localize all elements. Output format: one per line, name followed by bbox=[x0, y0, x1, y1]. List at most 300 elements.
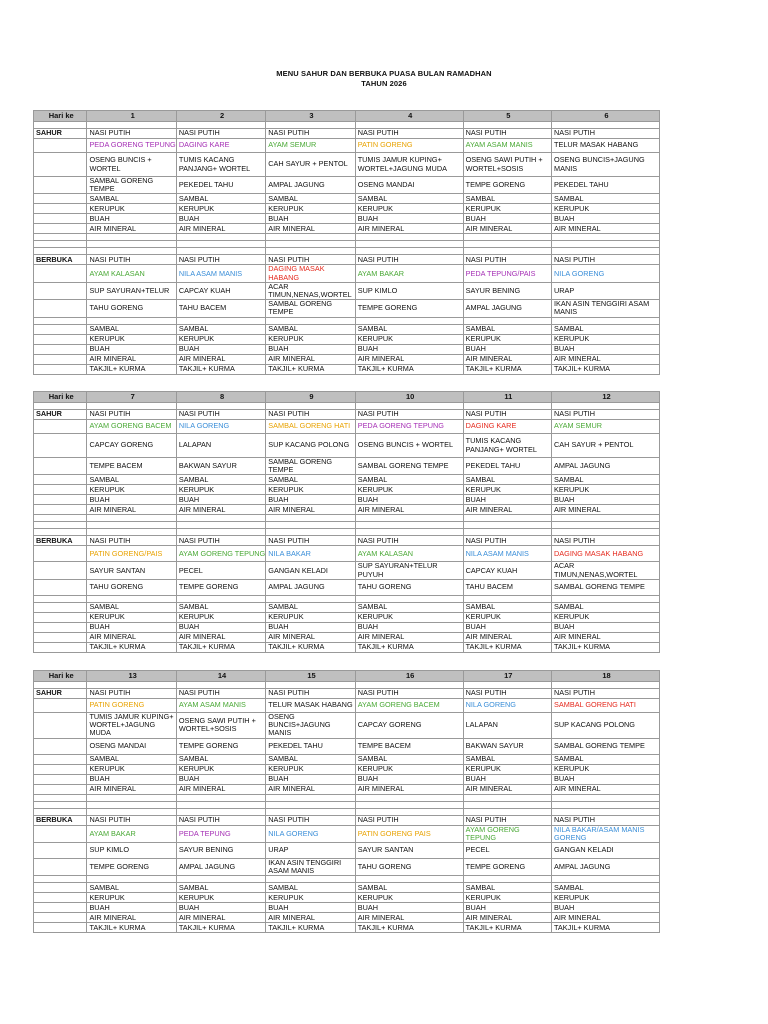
menu-item: OSENG BUNCIS+JAGUNG MANIS bbox=[552, 153, 660, 177]
menu-item: AIR MINERAL bbox=[552, 632, 660, 642]
menu-item: KERUPUK bbox=[355, 485, 463, 495]
menu-item: NASI PUTIH bbox=[87, 255, 176, 265]
spacer-row bbox=[34, 682, 660, 689]
menu-item: TAKJIL+ KURMA bbox=[552, 364, 660, 374]
menu-item: AIR MINERAL bbox=[176, 913, 265, 923]
sahur-row bbox=[34, 194, 660, 204]
day-number: 17 bbox=[463, 671, 551, 682]
empty-cell bbox=[266, 794, 355, 801]
menu-item: SAMBAL bbox=[463, 754, 551, 764]
sahur-row bbox=[34, 485, 660, 495]
menu-item: TEMPE BACEM bbox=[87, 458, 176, 475]
day-number: 15 bbox=[266, 671, 355, 682]
empty-cell bbox=[34, 265, 87, 282]
empty-cell bbox=[34, 579, 87, 595]
empty-cell bbox=[266, 808, 355, 815]
menu-item: KERUPUK bbox=[463, 764, 551, 774]
menu-item: BUAH bbox=[176, 344, 265, 354]
berbuka-row bbox=[34, 324, 660, 334]
menu-item: AYAM BAKAR bbox=[87, 825, 176, 842]
menu-item: KERUPUK bbox=[266, 893, 355, 903]
empty-cell bbox=[34, 317, 87, 324]
menu-item: NASI PUTIH bbox=[266, 129, 355, 139]
menu-item: TAKJIL+ KURMA bbox=[87, 642, 176, 652]
empty-cell bbox=[463, 234, 551, 241]
sahur-row bbox=[34, 204, 660, 214]
menu-item: SAMBAL bbox=[463, 194, 551, 204]
menu-item: PEDA GORENG TEPUNG bbox=[87, 139, 176, 153]
menu-item: TAKJIL+ KURMA bbox=[552, 642, 660, 652]
empty-cell bbox=[34, 893, 87, 903]
berbuka-row bbox=[34, 364, 660, 374]
berbuka-row bbox=[34, 859, 660, 876]
menu-item: SAMBAL bbox=[266, 602, 355, 612]
empty-cell bbox=[552, 317, 660, 324]
spacer-row bbox=[34, 317, 660, 324]
empty-cell bbox=[34, 825, 87, 842]
spacer-row bbox=[34, 241, 660, 248]
berbuka-row bbox=[34, 265, 660, 282]
empty-cell bbox=[552, 522, 660, 529]
spacer-row bbox=[34, 529, 660, 536]
menu-item: NASI PUTIH bbox=[552, 410, 660, 420]
menu-item: KERUPUK bbox=[266, 334, 355, 344]
sahur-row bbox=[34, 129, 660, 139]
berbuka-label: BERBUKA bbox=[34, 255, 87, 265]
menu-item: AYAM GORENG BACEM bbox=[87, 420, 176, 434]
empty-cell bbox=[463, 794, 551, 801]
menu-item: AIR MINERAL bbox=[355, 632, 463, 642]
empty-cell bbox=[176, 808, 265, 815]
menu-item: BUAH bbox=[355, 622, 463, 632]
empty-cell bbox=[463, 595, 551, 602]
menu-item: TAKJIL+ KURMA bbox=[463, 364, 551, 374]
empty-cell bbox=[34, 859, 87, 876]
menu-item: NILA BAKAR/ASAM MANIS GORENG bbox=[552, 825, 660, 842]
menu-item: AIR MINERAL bbox=[87, 505, 176, 515]
berbuka-label: BERBUKA bbox=[34, 536, 87, 546]
sahur-row bbox=[34, 475, 660, 485]
menu-item: NILA ASAM MANIS bbox=[176, 265, 265, 282]
empty-cell bbox=[34, 876, 87, 883]
berbuka-row bbox=[34, 893, 660, 903]
empty-cell bbox=[34, 562, 87, 579]
document-title: MENU SAHUR DAN BERBUKA PUASA BULAN RAMADHAN bbox=[276, 69, 492, 78]
empty-cell bbox=[34, 522, 87, 529]
menu-item: NASI PUTIH bbox=[87, 536, 176, 546]
menu-item: LALAPAN bbox=[176, 434, 265, 458]
menu-item: NASI PUTIH bbox=[355, 410, 463, 420]
berbuka-row bbox=[34, 913, 660, 923]
menu-item: SAMBAL GORENG TEMPE bbox=[355, 458, 463, 475]
menu-item: NASI PUTIH bbox=[463, 689, 551, 699]
menu-item: NASI PUTIH bbox=[176, 410, 265, 420]
berbuka-row bbox=[34, 883, 660, 893]
menu-item: CAPCAY KUAH bbox=[176, 282, 265, 299]
empty-cell bbox=[552, 248, 660, 255]
menu-item: BUAH bbox=[266, 495, 355, 505]
menu-item: SAMBAL bbox=[87, 475, 176, 485]
empty-cell bbox=[34, 403, 87, 410]
menu-item: AYAM GORENG BACEM bbox=[355, 699, 463, 713]
menu-item: AIR MINERAL bbox=[266, 505, 355, 515]
empty-cell bbox=[266, 403, 355, 410]
empty-cell bbox=[34, 194, 87, 204]
menu-item: SUP SAYURAN+TELUR bbox=[87, 282, 176, 299]
empty-cell bbox=[176, 234, 265, 241]
day-number: 16 bbox=[355, 671, 463, 682]
menu-item: BUAH bbox=[355, 214, 463, 224]
berbuka-row bbox=[34, 536, 660, 546]
day-number: 12 bbox=[552, 392, 660, 403]
menu-item: KERUPUK bbox=[355, 893, 463, 903]
menu-item: AMPAL JAGUNG bbox=[266, 579, 355, 595]
menu-item: KERUPUK bbox=[176, 334, 265, 344]
empty-cell bbox=[87, 794, 176, 801]
menu-item: CAPCAY KUAH bbox=[463, 562, 551, 579]
document-subtitle: TAHUN 2026 bbox=[361, 79, 407, 88]
empty-cell bbox=[463, 122, 551, 129]
menu-item: AIR MINERAL bbox=[176, 784, 265, 794]
menu-item: BUAH bbox=[176, 903, 265, 913]
menu-item: AYAM ASAM MANIS bbox=[463, 139, 551, 153]
empty-cell bbox=[34, 458, 87, 475]
empty-cell bbox=[463, 241, 551, 248]
menu-item: SAMBAL bbox=[176, 754, 265, 764]
menu-item: NASI PUTIH bbox=[176, 536, 265, 546]
spacer-row bbox=[34, 808, 660, 815]
menu-item: BUAH bbox=[552, 344, 660, 354]
day-header-row bbox=[34, 111, 660, 122]
empty-cell bbox=[87, 234, 176, 241]
empty-cell bbox=[34, 883, 87, 893]
empty-cell bbox=[355, 876, 463, 883]
menu-item: BUAH bbox=[355, 903, 463, 913]
empty-cell bbox=[552, 808, 660, 815]
menu-item: TUMIS KACANG PANJANG+ WORTEL bbox=[463, 434, 551, 458]
menu-item: SAMBAL GORENG TEMPE bbox=[87, 177, 176, 194]
menu-item: AIR MINERAL bbox=[176, 224, 265, 234]
menu-item: KERUPUK bbox=[355, 612, 463, 622]
menu-item: NASI PUTIH bbox=[463, 815, 551, 825]
menu-item: SAMBAL bbox=[266, 475, 355, 485]
menu-item: KERUPUK bbox=[176, 764, 265, 774]
berbuka-row bbox=[34, 622, 660, 632]
empty-cell bbox=[87, 595, 176, 602]
menu-item: TAKJIL+ KURMA bbox=[355, 364, 463, 374]
spacer-row bbox=[34, 403, 660, 410]
menu-item: NASI PUTIH bbox=[463, 536, 551, 546]
menu-item: SAMBAL bbox=[552, 324, 660, 334]
menu-item: PATIN GORENG PAIS bbox=[355, 825, 463, 842]
empty-cell bbox=[266, 234, 355, 241]
sahur-row bbox=[34, 774, 660, 784]
berbuka-row bbox=[34, 642, 660, 652]
menu-table-block-1 bbox=[33, 110, 660, 375]
menu-item: AMPAL JAGUNG bbox=[552, 458, 660, 475]
menu-item: NASI PUTIH bbox=[552, 129, 660, 139]
menu-item: NILA ASAM MANIS bbox=[463, 546, 551, 562]
berbuka-row bbox=[34, 255, 660, 265]
header-label: Hari ke bbox=[34, 392, 87, 403]
menu-item: AIR MINERAL bbox=[176, 505, 265, 515]
menu-item: NASI PUTIH bbox=[87, 129, 176, 139]
menu-item: NASI PUTIH bbox=[355, 129, 463, 139]
menu-item: OSENG BUNCIS+JAGUNG MANIS bbox=[266, 713, 355, 739]
menu-item: SAMBAL bbox=[552, 754, 660, 764]
menu-item: BUAH bbox=[463, 214, 551, 224]
berbuka-row bbox=[34, 579, 660, 595]
day-number: 7 bbox=[87, 392, 176, 403]
empty-cell bbox=[176, 248, 265, 255]
berbuka-row bbox=[34, 612, 660, 622]
menu-item: SAMBAL bbox=[266, 324, 355, 334]
menu-item: TELUR MASAK HABANG bbox=[266, 699, 355, 713]
menu-item: CAPCAY GORENG bbox=[355, 713, 463, 739]
berbuka-row bbox=[34, 300, 660, 317]
menu-item: KERUPUK bbox=[355, 334, 463, 344]
empty-cell bbox=[87, 529, 176, 536]
menu-item: BAKWAN SAYUR bbox=[463, 738, 551, 754]
menu-table-block-2 bbox=[33, 391, 660, 653]
menu-item: BUAH bbox=[463, 495, 551, 505]
menu-item: SAMBAL bbox=[87, 602, 176, 612]
empty-cell bbox=[176, 522, 265, 529]
menu-item: NASI PUTIH bbox=[463, 410, 551, 420]
menu-item: BUAH bbox=[463, 622, 551, 632]
menu-item: TUMIS JAMUR KUPING+ WORTEL+JAGUNG MUDA bbox=[87, 713, 176, 739]
menu-item: AYAM ASAM MANIS bbox=[176, 699, 265, 713]
menu-item: TAKJIL+ KURMA bbox=[266, 642, 355, 652]
empty-cell bbox=[34, 153, 87, 177]
menu-item: AIR MINERAL bbox=[176, 632, 265, 642]
empty-cell bbox=[552, 515, 660, 522]
menu-item: BUAH bbox=[552, 774, 660, 784]
berbuka-row bbox=[34, 602, 660, 612]
empty-cell bbox=[34, 699, 87, 713]
menu-item: BUAH bbox=[266, 344, 355, 354]
spacer-row bbox=[34, 876, 660, 883]
menu-item: TAHU GORENG bbox=[87, 300, 176, 317]
menu-item: DAGING KARE bbox=[463, 420, 551, 434]
menu-item: BUAH bbox=[176, 495, 265, 505]
menu-item: AIR MINERAL bbox=[87, 354, 176, 364]
menu-item: BUAH bbox=[87, 774, 176, 784]
menu-item: SAYUR BENING bbox=[463, 282, 551, 299]
menu-item: BUAH bbox=[87, 344, 176, 354]
sahur-row bbox=[34, 784, 660, 794]
menu-item: TAHU GORENG bbox=[355, 859, 463, 876]
menu-item: AYAM GORENG TEPUNG bbox=[463, 825, 551, 842]
empty-cell bbox=[34, 300, 87, 317]
menu-item: NASI PUTIH bbox=[552, 255, 660, 265]
spacer-row bbox=[34, 794, 660, 801]
menu-item: KERUPUK bbox=[266, 764, 355, 774]
menu-item: NASI PUTIH bbox=[355, 689, 463, 699]
sahur-row bbox=[34, 764, 660, 774]
spacer-row bbox=[34, 248, 660, 255]
empty-cell bbox=[355, 595, 463, 602]
menu-item: ACAR TIMUN,NENAS,WORTEL bbox=[552, 562, 660, 579]
menu-item: SAYUR SANTAN bbox=[355, 843, 463, 859]
menu-item: AIR MINERAL bbox=[355, 784, 463, 794]
empty-cell bbox=[355, 403, 463, 410]
menu-item: SAMBAL bbox=[176, 475, 265, 485]
day-number: 1 bbox=[87, 111, 176, 122]
sahur-row bbox=[34, 699, 660, 713]
menu-item: SAMBAL bbox=[176, 324, 265, 334]
menu-item: PECEL bbox=[176, 562, 265, 579]
menu-item: NASI PUTIH bbox=[463, 129, 551, 139]
menu-item: OSENG BUNCIS + WORTEL bbox=[87, 153, 176, 177]
empty-cell bbox=[463, 876, 551, 883]
menu-item: KERUPUK bbox=[266, 612, 355, 622]
menu-item: KERUPUK bbox=[266, 485, 355, 495]
empty-cell bbox=[355, 248, 463, 255]
day-number: 2 bbox=[176, 111, 265, 122]
menu-item: SAMBAL bbox=[176, 602, 265, 612]
menu-item: PEKEDEL TAHU bbox=[266, 738, 355, 754]
menu-item: AIR MINERAL bbox=[87, 913, 176, 923]
sahur-row bbox=[34, 458, 660, 475]
menu-item: AIR MINERAL bbox=[87, 784, 176, 794]
menu-item: SAMBAL bbox=[266, 883, 355, 893]
menu-item: SAMBAL bbox=[266, 754, 355, 764]
empty-cell bbox=[34, 595, 87, 602]
menu-item: SAMBAL bbox=[87, 324, 176, 334]
menu-item: TAKJIL+ KURMA bbox=[266, 364, 355, 374]
sahur-label: SAHUR bbox=[34, 689, 87, 699]
menu-item: AIR MINERAL bbox=[355, 505, 463, 515]
menu-item: OSENG BUNCIS + WORTEL bbox=[355, 434, 463, 458]
menu-item: KERUPUK bbox=[552, 204, 660, 214]
spacer-row bbox=[34, 522, 660, 529]
menu-item: TAKJIL+ KURMA bbox=[266, 923, 355, 933]
menu-item: TEMPE GORENG bbox=[463, 859, 551, 876]
menu-item: TEMPE GORENG bbox=[463, 177, 551, 194]
menu-item: TEMPE GORENG bbox=[355, 300, 463, 317]
empty-cell bbox=[87, 248, 176, 255]
empty-cell bbox=[87, 403, 176, 410]
empty-cell bbox=[34, 334, 87, 344]
sahur-row bbox=[34, 434, 660, 458]
empty-cell bbox=[552, 876, 660, 883]
day-header-row bbox=[34, 392, 660, 403]
menu-item: NASI PUTIH bbox=[87, 410, 176, 420]
menu-item: AYAM SEMUR bbox=[552, 420, 660, 434]
empty-cell bbox=[266, 595, 355, 602]
empty-cell bbox=[34, 913, 87, 923]
menu-item: KERUPUK bbox=[463, 485, 551, 495]
menu-item: IKAN ASIN TENGGIRI ASAM MANIS bbox=[266, 859, 355, 876]
menu-item: KERUPUK bbox=[552, 334, 660, 344]
empty-cell bbox=[176, 122, 265, 129]
menu-item: KERUPUK bbox=[87, 485, 176, 495]
empty-cell bbox=[266, 241, 355, 248]
menu-item: BUAH bbox=[355, 495, 463, 505]
menu-item: KERUPUK bbox=[87, 764, 176, 774]
empty-cell bbox=[34, 546, 87, 562]
menu-item: TAKJIL+ KURMA bbox=[176, 364, 265, 374]
empty-cell bbox=[87, 682, 176, 689]
menu-item: SAMBAL bbox=[552, 602, 660, 612]
menu-item: AMPAL JAGUNG bbox=[463, 300, 551, 317]
spacer-row bbox=[34, 801, 660, 808]
menu-item: BUAH bbox=[176, 622, 265, 632]
menu-item: AIR MINERAL bbox=[176, 354, 265, 364]
empty-cell bbox=[176, 529, 265, 536]
empty-cell bbox=[176, 241, 265, 248]
menu-item: OSENG MANDAI bbox=[355, 177, 463, 194]
empty-cell bbox=[355, 317, 463, 324]
empty-cell bbox=[463, 529, 551, 536]
menu-item: KERUPUK bbox=[355, 764, 463, 774]
menu-item: TAKJIL+ KURMA bbox=[355, 923, 463, 933]
menu-item: NASI PUTIH bbox=[552, 536, 660, 546]
menu-item: SAMBAL bbox=[87, 194, 176, 204]
empty-cell bbox=[34, 282, 87, 299]
empty-cell bbox=[266, 876, 355, 883]
empty-cell bbox=[34, 682, 87, 689]
empty-cell bbox=[176, 876, 265, 883]
menu-item: AIR MINERAL bbox=[266, 913, 355, 923]
empty-cell bbox=[463, 403, 551, 410]
empty-cell bbox=[176, 794, 265, 801]
menu-item: NASI PUTIH bbox=[355, 536, 463, 546]
menu-item: NASI PUTIH bbox=[176, 255, 265, 265]
empty-cell bbox=[34, 248, 87, 255]
menu-item: BUAH bbox=[176, 214, 265, 224]
menu-item: PEKEDEL TAHU bbox=[176, 177, 265, 194]
empty-cell bbox=[34, 843, 87, 859]
menu-item: AIR MINERAL bbox=[355, 913, 463, 923]
menu-item: SAMBAL bbox=[552, 194, 660, 204]
empty-cell bbox=[34, 204, 87, 214]
menu-item: OSENG MANDAI bbox=[87, 738, 176, 754]
menu-item: SAMBAL bbox=[266, 194, 355, 204]
menu-item: AMPAL JAGUNG bbox=[552, 859, 660, 876]
berbuka-row bbox=[34, 825, 660, 842]
menu-item: SAMBAL bbox=[463, 602, 551, 612]
empty-cell bbox=[34, 515, 87, 522]
menu-item: KERUPUK bbox=[463, 612, 551, 622]
empty-cell bbox=[463, 682, 551, 689]
menu-item: BUAH bbox=[87, 495, 176, 505]
menu-item: LALAPAN bbox=[463, 713, 551, 739]
empty-cell bbox=[34, 224, 87, 234]
menu-item: BUAH bbox=[87, 903, 176, 913]
empty-cell bbox=[34, 344, 87, 354]
menu-item: SAMBAL bbox=[552, 883, 660, 893]
menu-item: KERUPUK bbox=[463, 893, 551, 903]
empty-cell bbox=[34, 612, 87, 622]
menu-item: SAMBAL bbox=[552, 475, 660, 485]
menu-item: SAMBAL bbox=[176, 194, 265, 204]
menu-item: NILA GORENG bbox=[266, 825, 355, 842]
menu-item: AIR MINERAL bbox=[355, 354, 463, 364]
menu-item: BUAH bbox=[552, 622, 660, 632]
empty-cell bbox=[552, 682, 660, 689]
empty-cell bbox=[355, 682, 463, 689]
menu-item: BUAH bbox=[87, 214, 176, 224]
sahur-row bbox=[34, 224, 660, 234]
menu-item: NASI PUTIH bbox=[355, 815, 463, 825]
menu-item: SAMBAL bbox=[355, 602, 463, 612]
menu-item: SAMBAL bbox=[87, 754, 176, 764]
menu-item: AMPAL JAGUNG bbox=[176, 859, 265, 876]
menu-item: NASI PUTIH bbox=[176, 689, 265, 699]
menu-item: KERUPUK bbox=[87, 612, 176, 622]
